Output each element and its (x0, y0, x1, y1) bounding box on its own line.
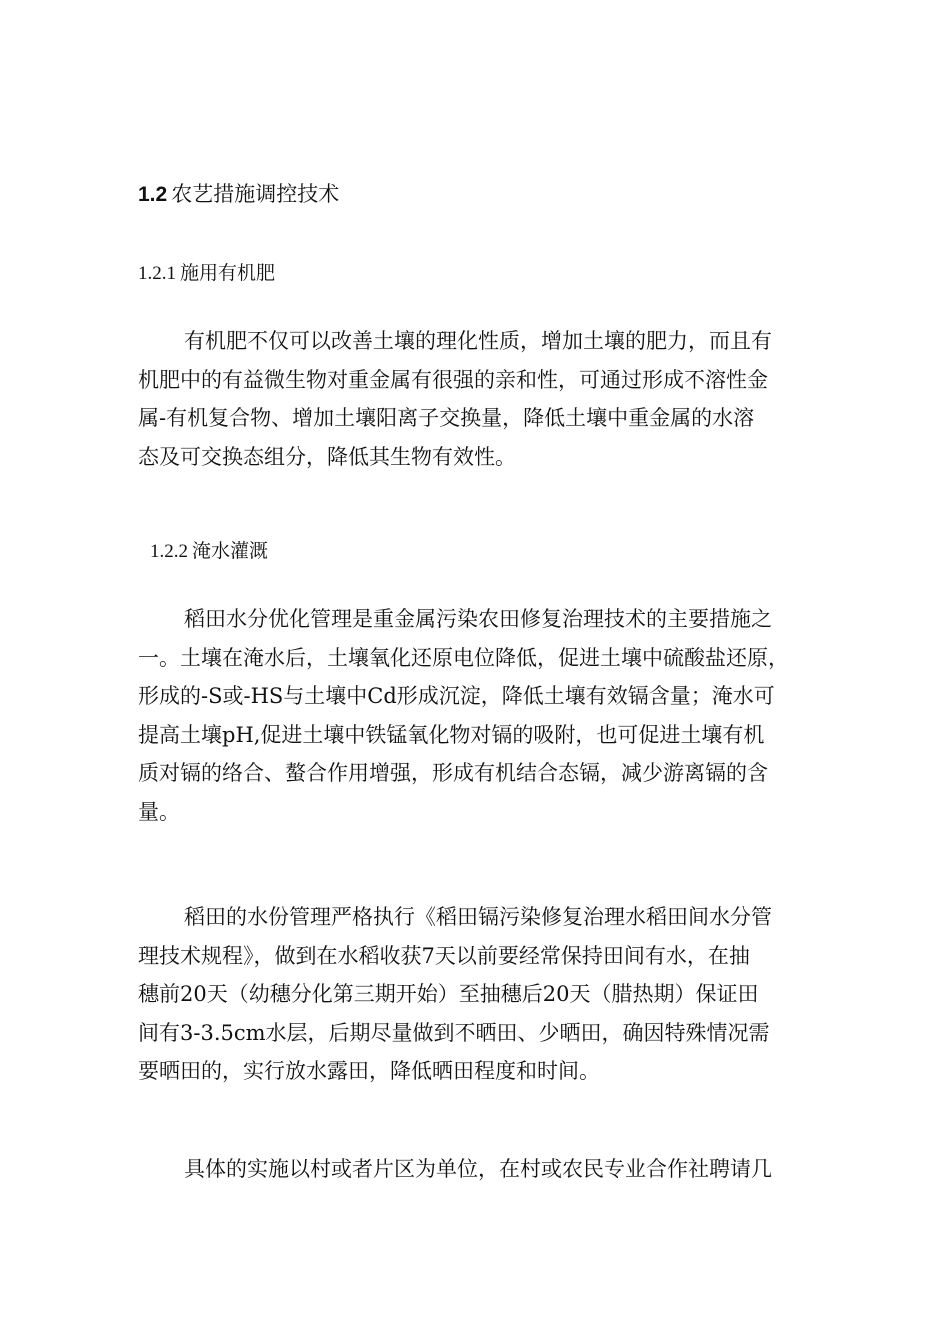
paragraph-line: 一。土壤在淹水后，土壤氧化还原电位降低，促进土壤中硫酸盐还原， (138, 645, 789, 670)
paragraph-line: 态及可交换态组分，降低其生物有效性。 (138, 444, 516, 469)
subsection-title: 施用有机肥 (180, 262, 276, 284)
section-number: 1.2 (138, 183, 168, 206)
subsection-number: 1.2.2 (150, 541, 188, 562)
paragraph-line: 属-有机复合物、增加土壤阳离子交换量，降低土壤中重金属的水溶 (138, 406, 755, 430)
section-heading (138, 178, 339, 211)
paragraph-line: 提高土壤pH,促进土壤中铁锰氧化物对镉的吸附，也可促进土壤有机 (138, 722, 765, 747)
paragraph-line: 稻田水分优化管理是重金属污染农田修复治理技术的主要措施之 (184, 607, 772, 631)
subsection-title: 淹水灌溉 (192, 540, 269, 562)
subsection-number: 1.2.1 (138, 263, 176, 284)
paragraph-line: 有机肥不仅可以改善土壤的理化性质，增加土壤的肥力，而且有 (184, 329, 772, 353)
subsection-heading-flooding (150, 536, 268, 567)
paragraph-line: 理技术规程》，做到在水稻收获7天以前要经常保持田间有水，在抽 (138, 943, 750, 968)
paragraph-line: 量。 (138, 799, 180, 824)
paragraph-line: 间有3-3.5cm水层，后期尽量做到不晒田、少晒田，确因特殊情况需 (138, 1020, 770, 1045)
paragraph-water-management (138, 600, 838, 831)
section-title: 农艺措施调控技术 (171, 182, 340, 206)
paragraph-line: 机肥中的有益微生物对重金属有很强的亲和性，可通过形成不溶性金 (138, 367, 768, 392)
paragraph-line: 稻田的水份管理严格执行《稻田镉污染修复治理水稻田间水分管 (184, 905, 772, 929)
subsection-heading-fertilizer (138, 258, 275, 289)
paragraph-water-regulation (138, 898, 838, 1091)
paragraph-implementation (138, 1150, 838, 1189)
paragraph-line: 穗前20天（幼穗分化第三期开始）至抽穗后20天（腊热期）保证田 (138, 982, 759, 1006)
paragraph-line: 形成的-S或-HS与土壤中Cd形成沉淀，降低土壤有效镉含量；淹水可 (138, 684, 775, 708)
paragraph-line: 质对镉的络合、螯合作用增强，形成有机结合态镉，减少游离镉的含 (138, 761, 768, 785)
paragraph-organic-fertilizer (138, 322, 838, 476)
paragraph-line: 要晒田的，实行放水露田，降低晒田程度和时间。 (138, 1059, 600, 1083)
paragraph-line: 具体的实施以村或者片区为单位，在村或农民专业合作社聘请几 (184, 1157, 772, 1181)
